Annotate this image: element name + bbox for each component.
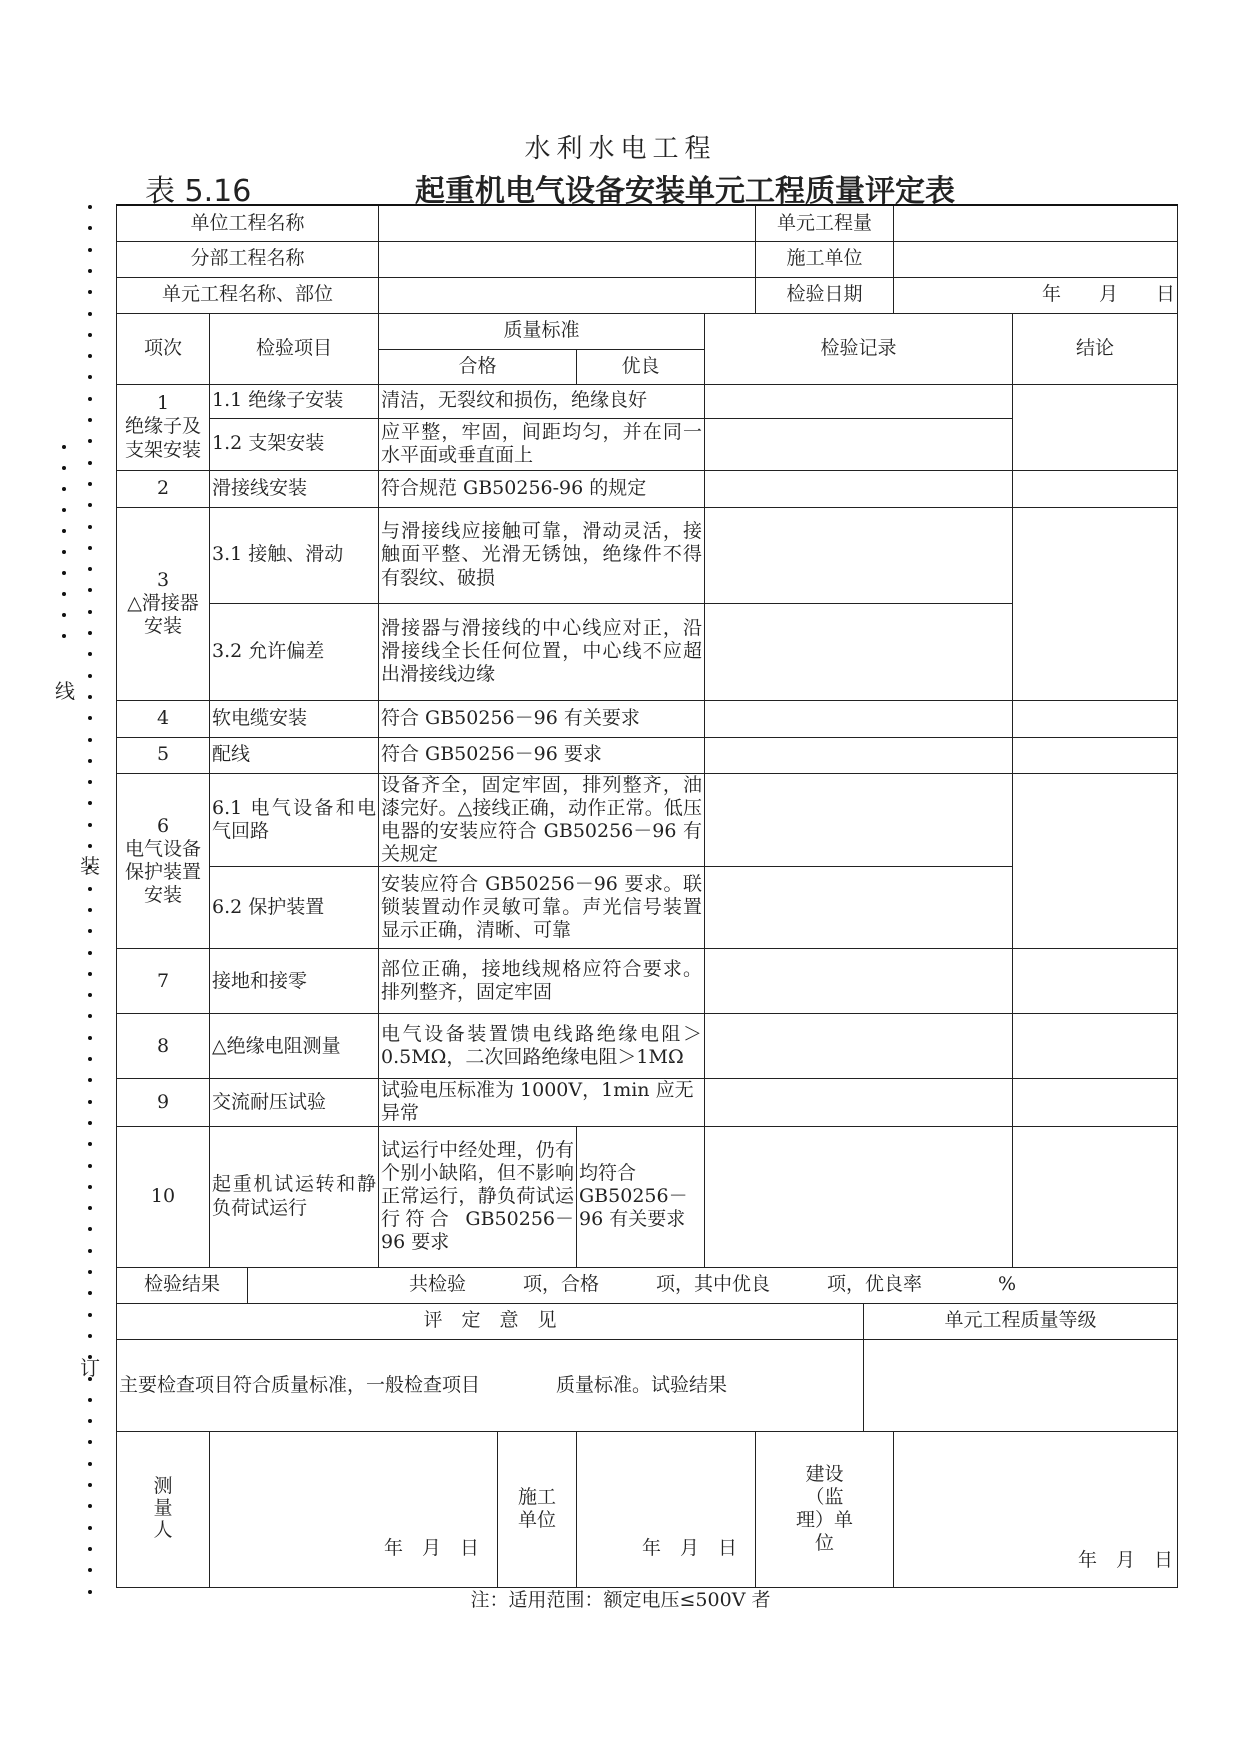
binding-dot [88,951,92,955]
column-header-record: 检验记录 [705,313,1013,384]
binding-dot [88,1036,92,1040]
binding-dot [88,312,92,316]
binding-dot [88,290,92,294]
binding-dot [88,1078,92,1082]
column-header-standard: 质量标准 [379,313,705,349]
row-5-record[interactable] [705,737,1013,773]
row-4-record[interactable] [705,700,1013,737]
construction-unit-sign-label [498,1431,577,1587]
binding-dot [88,929,92,933]
signature-row [117,1431,1178,1587]
binding-dot [88,546,92,550]
table-row [117,384,1178,418]
column-header-row-1 [117,313,1178,349]
row-9-item: 交流耐压试验 [210,1079,379,1126]
binding-dot [88,652,92,656]
row-10-pass-standard: 试运行中经处理，仍有个别小缺陷，但不影响正常运行，静负荷试运行符合 GB50256－96 要求 [379,1126,577,1267]
row-5-conclusion[interactable] [1013,737,1178,773]
construction-unit-value[interactable] [894,241,1178,277]
binding-label-line: 线 [55,679,75,703]
quality-evaluation-form [116,204,1178,1588]
unit-project-name-value[interactable] [379,205,756,241]
row-7-item: 接地和接零 [210,949,379,1014]
column-header-item-no: 项次 [117,313,210,384]
unit-quantity-label: 单元工程量 [756,205,894,241]
quality-grade-label: 单元工程质量等级 [864,1303,1178,1339]
binding-dot [88,588,92,592]
row-6-2-item: 6.2 保护装置 [210,867,379,949]
binding-dot [88,1014,92,1018]
supervision-unit-date: 年 月 日 [1078,1549,1174,1572]
binding-dot [62,571,66,575]
row-4-standard: 符合 GB50256－96 有关要求 [379,700,705,737]
row-3-number: 3 [156,568,170,591]
evaluation-opinion-label: 评 定 意 见 [117,1303,864,1339]
binding-dot [88,1334,92,1338]
row-3-number-group [117,507,210,700]
binding-dot [62,445,66,449]
binding-dotted-line-left [88,205,94,1605]
binding-dot [88,695,92,699]
binding-dot [62,508,66,512]
row-6-group: 电气设备保护装置安装 [124,837,201,907]
binding-dot [88,248,92,252]
quality-grade-value[interactable] [864,1339,1178,1431]
element-name-value[interactable] [379,277,756,313]
row-6-1-record[interactable] [705,773,1013,867]
binding-dot [88,397,92,401]
binding-dot [88,1270,92,1274]
binding-dot [62,634,66,638]
binding-dot [88,1462,92,1466]
inspection-result-text[interactable]: 共检验 项，合格 项，其中优良 项，优良率 % [248,1267,1178,1303]
row-1-1-record[interactable] [705,384,1013,418]
binding-dot [88,780,92,784]
row-2-record[interactable] [705,470,1013,507]
sub-project-name-value[interactable] [379,241,756,277]
row-1-2-item: 1.2 支架安装 [210,418,379,470]
construction-unit-signature[interactable] [577,1431,756,1587]
binding-dot [88,1249,92,1253]
unit-project-name-label: 单位工程名称 [117,205,379,241]
table-row [117,737,1178,773]
table-row [117,700,1178,737]
evaluation-opinion-text-content: 主要检查项目符合质量标准，一般检查项目 质量标准。试验结果 [119,1373,728,1396]
surveyor-label-text: 测量人 [153,1475,173,1541]
row-3-group: △滑接器安装 [127,591,199,638]
row-10-excellent-standard: 均符合 GB50256－96 有关要求 [577,1126,705,1267]
binding-dot [88,1100,92,1104]
binding-dot [88,1227,92,1231]
row-10-number: 10 [117,1126,210,1267]
row-6-1-standard: 设备齐全，固定牢固，排列整齐，油漆完好。△接线正确，动作正常。低压电器的安装应符合 GB50256－96 有关规定 [379,773,705,867]
row-3-conclusion[interactable] [1013,507,1178,700]
row-2-item: 滑接线安装 [210,470,379,507]
row-2-standard: 符合规范 GB50256-96 的规定 [379,470,705,507]
binding-dot [62,529,66,533]
row-7-conclusion[interactable] [1013,949,1178,1014]
supervision-unit-sign-label-text: 建设（监理）单位 [796,1463,854,1554]
table-row [117,1014,1178,1079]
binding-dot [88,482,92,486]
row-7-standard: 部位正确，接地线规格应符合要求。排列整齐，固定牢固 [379,949,705,1014]
supervision-unit-sign-label [756,1431,894,1587]
binding-dot [88,1398,92,1402]
row-6-1-item: 6.1 电气设备和电气回路 [210,773,379,867]
binding-dot [88,354,92,358]
column-header-excellent: 优良 [577,349,705,384]
row-8-number: 8 [117,1014,210,1079]
construction-unit-label: 施工单位 [756,241,894,277]
sub-project-name-label: 分部工程名称 [117,241,379,277]
binding-dot [62,613,66,617]
binding-label-staple: 订 [80,1356,100,1380]
binding-dot [88,1440,92,1444]
binding-dot [88,908,92,912]
row-9-record[interactable] [705,1079,1013,1126]
binding-dot [88,1313,92,1317]
row-8-item: △绝缘电阻测量 [210,1014,379,1079]
table-row [117,1079,1178,1126]
surveyor-signature[interactable] [210,1431,498,1587]
binding-dot [88,1419,92,1423]
column-header-conclusion: 结论 [1013,313,1178,384]
column-header-pass: 合格 [379,349,577,384]
footnote: 注：适用范围：额定电压≤500V 者 [470,1589,771,1611]
row-3-1-item: 3.1 接触、滑动 [210,507,379,603]
binding-dot [88,801,92,805]
supervision-unit-signature[interactable] [894,1431,1178,1587]
row-1-group: 绝缘子及支架安装 [124,415,201,461]
row-10-record[interactable] [705,1126,1013,1267]
binding-dot [88,205,92,209]
row-6-number: 6 [156,814,170,837]
row-1-number-group [117,384,210,470]
info-row-element [117,277,1178,313]
row-9-standard: 试验电压标准为 1000V，1min 应无异常 [379,1079,705,1126]
binding-dot [88,461,92,465]
inspection-date-label: 检验日期 [756,277,894,313]
row-5-standard: 符合 GB50256－96 要求 [379,737,705,773]
binding-dot [88,823,92,827]
binding-dot [88,418,92,422]
binding-dot [88,1483,92,1487]
row-1-1-standard: 清洁，无裂纹和损伤，绝缘良好 [379,384,705,418]
inspection-result-row [117,1267,1178,1303]
binding-dot [88,674,92,678]
row-1-2-standard: 应平整，牢固，间距均匀，并在同一水平面或垂直面上 [379,418,705,470]
inspection-date-value[interactable]: 年 月 日 [894,277,1178,313]
binding-label-pack: 装 [80,854,100,878]
row-7-number: 7 [117,949,210,1014]
row-9-number: 9 [117,1079,210,1126]
binding-dot [88,375,92,379]
binding-dot [62,550,66,554]
binding-dot [62,592,66,596]
row-1-2-record[interactable] [705,418,1013,470]
row-3-1-record[interactable] [705,507,1013,603]
element-name-label: 单元工程名称、部位 [117,277,379,313]
construction-unit-date: 年 月 日 [641,1537,737,1560]
row-6-number-group [117,773,210,949]
binding-dot [88,1057,92,1061]
surveyor-date: 年 月 日 [383,1537,479,1560]
binding-dot [88,1526,92,1530]
surveyor-label [117,1431,210,1587]
binding-dot [88,716,92,720]
binding-dot [62,487,66,491]
row-5-item: 配线 [210,737,379,773]
row-5-number: 5 [117,737,210,773]
document-title: 起重机电气设备安装单元工程质量评定表 [415,174,955,209]
binding-dot [88,1568,92,1572]
binding-dot [88,269,92,273]
row-9-conclusion[interactable] [1013,1079,1178,1126]
row-2-conclusion[interactable] [1013,470,1178,507]
row-8-conclusion[interactable] [1013,1014,1178,1079]
binding-dot [88,972,92,976]
binding-dot [88,226,92,230]
row-10-item: 起重机试运转和静负荷试运行 [210,1126,379,1267]
table-row [117,773,1178,867]
binding-dot [88,439,92,443]
binding-dot [88,1206,92,1210]
row-6-2-standard: 安装应符合 GB50256－96 要求。联锁装置动作灵敏可靠。声光信号装置显示正确，清晰、可靠 [379,867,705,949]
row-1-number: 1 [156,392,170,415]
info-row-unit-project [117,205,1178,241]
binding-dot [88,631,92,635]
binding-dot [88,1142,92,1146]
binding-dot [88,887,92,891]
row-6-conclusion[interactable] [1013,773,1178,949]
binding-dot [88,333,92,337]
row-1-1-item: 1.1 绝缘子安装 [210,384,379,418]
document-subtitle: 水利水电工程 [524,134,717,164]
row-3-2-record[interactable] [705,603,1013,700]
row-7-record[interactable] [705,949,1013,1014]
evaluation-opinion-text[interactable] [117,1339,864,1431]
unit-quantity-value[interactable] [894,205,1178,241]
table-row [117,507,1178,603]
binding-dot [62,466,66,470]
row-8-standard: 电气设备装置馈电线路绝缘电阻＞0.5MΩ，二次回路绝缘电阻＞1MΩ [379,1014,705,1079]
table-row [117,1126,1178,1267]
binding-dot [88,1121,92,1125]
row-6-2-record[interactable] [705,867,1013,949]
binding-dot [88,993,92,997]
binding-dot [88,503,92,507]
table-row [117,949,1178,1014]
row-4-item: 软电缆安装 [210,700,379,737]
binding-dot [88,1547,92,1551]
row-4-number: 4 [117,700,210,737]
binding-dotted-line-inner [62,445,68,655]
evaluation-content-row [117,1339,1178,1431]
binding-dot [88,1504,92,1508]
binding-dot [88,759,92,763]
binding-dot [88,567,92,571]
inspection-result-label: 检验结果 [117,1267,248,1303]
binding-dot [88,1164,92,1168]
table-row [117,470,1178,507]
info-row-sub-project [117,241,1178,277]
binding-dot [88,844,92,848]
binding-dot [88,525,92,529]
row-3-2-standard: 滑接器与滑接线的中心线应对正，沿滑接线全长任何位置，中心线不应超出滑接线边缘 [379,603,705,700]
row-4-conclusion[interactable] [1013,700,1178,737]
binding-dot [88,738,92,742]
row-1-conclusion[interactable] [1013,384,1178,470]
row-3-1-standard: 与滑接线应接触可靠，滑动灵活，接触面平整、光滑无锈蚀，绝缘件不得有裂纹、破损 [379,507,705,603]
row-8-record[interactable] [705,1014,1013,1079]
binding-dot [88,1185,92,1189]
row-2-number: 2 [117,470,210,507]
row-3-2-item: 3.2 允许偏差 [210,603,379,700]
evaluation-header-row [117,1303,1178,1339]
table-number: 表 5.16 [145,174,252,209]
binding-dot [88,1291,92,1295]
construction-unit-sign-label-text: 施工单位 [517,1486,556,1532]
row-10-conclusion[interactable] [1013,1126,1178,1267]
binding-dot [88,610,92,614]
column-header-item: 检验项目 [210,313,379,384]
